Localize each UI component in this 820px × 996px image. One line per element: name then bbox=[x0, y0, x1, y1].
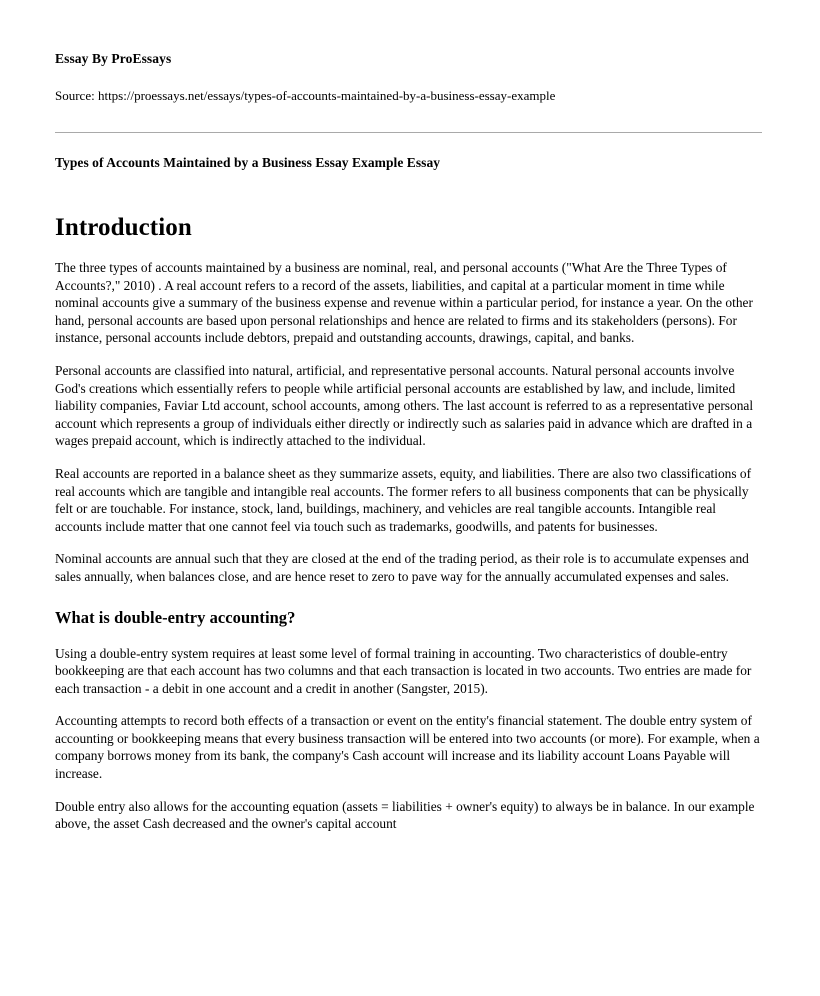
section-heading-double-entry-accounting: What is double-entry accounting? bbox=[55, 607, 296, 627]
paragraph: Nominal accounts are annual such that they are closed at the end of the trading period, as their role is to accumulate expenses and sales annually, when balances close, and are hence reset to zero to pave way for the annually accumulated expenses and sales. bbox=[55, 551, 749, 584]
paragraph: Personal accounts are classified into natural, artificial, and representative personal accounts. Natural personal accounts involve God's creations which essentially refers to people while artificial personal accounts are established by law, and include, limited liability companies, Faviar Ltd account, school accounts, among others. The last account is referred to as a representative personal account which represents a group of individuals either directly or indirectly such as salaries paid in advance which are drafted in a wages prepaid account, which is indirectly attached to the individual. bbox=[55, 362, 754, 449]
site-header: Essay By ProEssays bbox=[55, 51, 172, 66]
paragraph: The three types of accounts maintained by a business are nominal, real, and personal accounts ("What Are the Three Types of Accounts?," 2010) . A real account refers to a record of the assets, liabilities, and capital at a particular moment in time while nominal accounts give a summary of the business expense and revenue within a particular period, for instance a year. On the other hand, personal accounts are based upon personal relationships and hence are related to firms and its stakeholders (persons). For instance, personal accounts include debtors, prepaid and outstanding accounts, drawings, capital, and banks. bbox=[55, 260, 753, 346]
paragraph: Real accounts are reported in a balance sheet as they summarize assets, equity, and liabilities. There are also two classifications of real accounts which are tangible and intangible real accounts. The former refers to all business components that can be physically felt or are touchable. For instance, stock, land, buildings, machinery, and vehicles are real tangible accounts. Intangible real accounts include matter that one cannot feel via touch such as trademarks, goodwills, and patents for businesses. bbox=[55, 465, 752, 534]
section-heading-introduction: Introduction bbox=[55, 214, 192, 241]
document-content bbox=[55, 0, 763, 833]
paragraph: Accounting attempts to record both effects of a transaction or event on the entity's financial statement. The double entry system of accounting or bookkeeping means that every business transaction will be entered into two accounts (or more). For example, when a company borrows money from its bank, the company's Cash account will increase and its liability account Loans Payable will increase. bbox=[55, 713, 760, 782]
document-title: Types of Accounts Maintained by a Business Essay Example Essay bbox=[55, 155, 441, 170]
paragraph: Double entry also allows for the accounting equation (assets = liabilities + owner's equity) to always be in balance. In our example above, the asset Cash decreased and the owner's capital account bbox=[55, 798, 755, 832]
header-divider bbox=[55, 132, 762, 133]
source-url-line: Source: https://proessays.net/essays/types-of-accounts-maintained-by-a-business-essay-example bbox=[55, 88, 556, 103]
paragraph: Using a double-entry system requires at least some level of formal training in accounting. Two characteristics of double-entry bookkeeping are that each account has two columns and that each transaction is located in two accounts. Two entries are made for each transaction - a debit in one account and a credit in another (Sangster, 2015). bbox=[55, 645, 752, 696]
